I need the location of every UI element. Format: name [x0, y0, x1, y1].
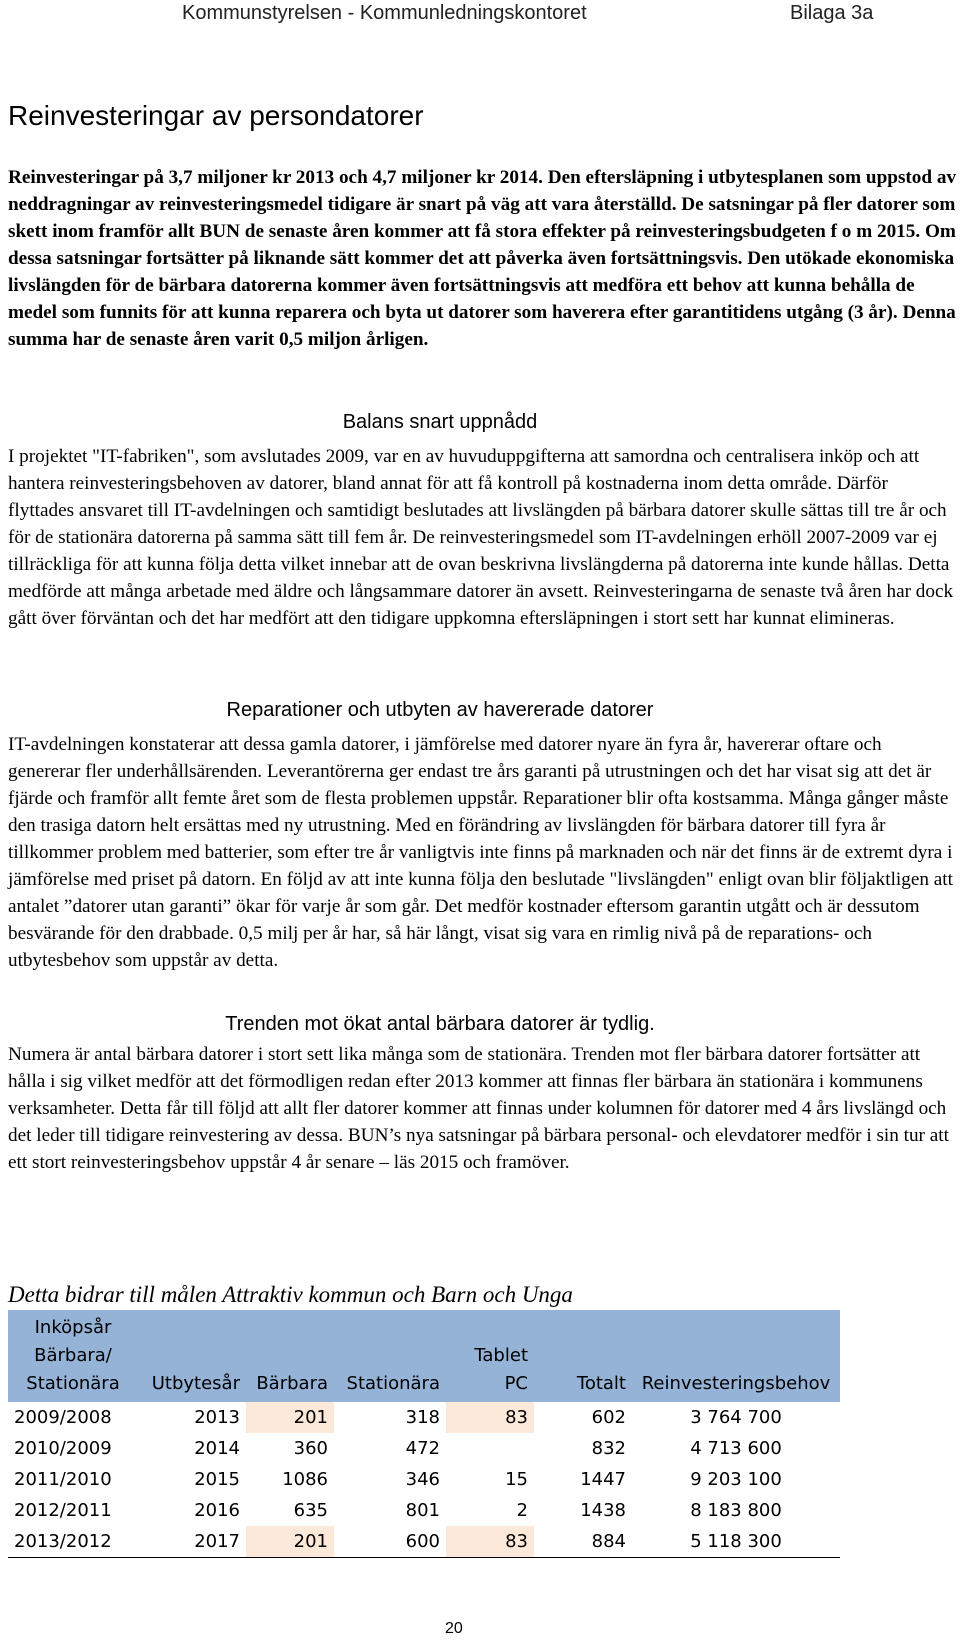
- cell-period: 2012/2011: [14, 1500, 112, 1521]
- header-barbara: Bärbara: [246, 1310, 334, 1402]
- cell-utbytesar: 2013: [194, 1407, 240, 1428]
- header-utbytesar: Utbytesår: [138, 1310, 246, 1402]
- section-heading-balans: Balans snart uppnådd: [342, 411, 538, 433]
- cell-totalt: 1447: [580, 1469, 626, 1490]
- header-inkopsar-line2: Bärbara/: [34, 1345, 112, 1366]
- cell-behov: 3 764 700: [690, 1407, 782, 1428]
- table-row: [8, 1433, 840, 1464]
- cell-behov: 8 183 800: [690, 1500, 782, 1521]
- cell-barbara: 635: [293, 1500, 328, 1521]
- header-tablet-pc: [446, 1310, 534, 1402]
- cell-tablet: 15: [505, 1469, 528, 1490]
- header-reinvesteringsbehov: Reinvesteringsbehov: [632, 1310, 840, 1402]
- cell-totalt: 602: [591, 1407, 626, 1428]
- section-heading-reparationer: Reparationer och utbyten av havererade datorer: [226, 699, 654, 721]
- cell-utbytesar: 2014: [194, 1438, 240, 1459]
- cell-behov: 5 118 300: [632, 1526, 840, 1558]
- table-row: [8, 1402, 840, 1433]
- cell-period: 2013/2012: [8, 1526, 138, 1558]
- header-department: Kommunstyrelsen - Kommunledningskontoret: [182, 2, 587, 24]
- section-heading-trenden: Trenden mot ökat antal bärbara datorer är tydlig.: [225, 1013, 655, 1035]
- table-row: [8, 1526, 840, 1558]
- table-row: [8, 1464, 840, 1495]
- header-tablet-line1: Tablet: [474, 1345, 528, 1366]
- page-header: [0, 0, 960, 30]
- cell-totalt: 884: [534, 1526, 632, 1558]
- reinvestment-table: [8, 1310, 840, 1558]
- cell-stationara: 801: [405, 1500, 440, 1521]
- cell-period: 2010/2009: [14, 1438, 112, 1459]
- section-text-trenden: Numera är antal bärbara datorer i stort sett lika många som de stationära. Trenden mot fler bärbara datorer fortsätter att hålla i sig vilket medför att det förmodligen redan efter 2013 kommer att finnas fler bärbara än stationära i kommunens verksamheter. Detta får till följd att allt fler datorer kommer att finnas under kolumnen för datorer med 4 års livslängd och det leder till tidigare reinvestering av dessa. BUN’s nya satsningar på bärbara personal- och elevdatorer medför i sin tur att ett stort reinvesteringsbehov uppstår 4 år senare – läs 2015 och framöver.: [8, 1044, 949, 1173]
- cell-stationara: 346: [405, 1469, 440, 1490]
- page-title: Reinvesteringar av persondatorer: [8, 100, 424, 131]
- cell-tablet: 2: [516, 1500, 528, 1521]
- header-tablet-line2: PC: [504, 1373, 528, 1394]
- header-stationara: Stationära: [334, 1310, 446, 1402]
- cell-barbara: 1086: [282, 1469, 328, 1490]
- cell-behov: 4 713 600: [690, 1438, 782, 1459]
- cell-barbara: 360: [293, 1438, 328, 1459]
- table-row: [8, 1495, 840, 1526]
- header-totalt: Totalt: [534, 1310, 632, 1402]
- header-inkopsar: [8, 1310, 138, 1402]
- goals-statement: Detta bidrar till målen Attraktiv kommun och Barn och Unga: [8, 1282, 573, 1307]
- cell-tablet: 83: [446, 1526, 534, 1558]
- page-number: 20: [445, 1620, 463, 1637]
- cell-stationara: 318: [405, 1407, 440, 1428]
- cell-stationara: 472: [405, 1438, 440, 1459]
- header-inkopsar-line1: Inköpsår: [34, 1317, 112, 1338]
- cell-totalt: 1438: [580, 1500, 626, 1521]
- cell-barbara: 201: [246, 1402, 334, 1433]
- cell-utbytesar: 2016: [194, 1500, 240, 1521]
- cell-behov: 9 203 100: [690, 1469, 782, 1490]
- section-text-reparationer: IT-avdelningen konstaterar att dessa gamla datorer, i jämförelse med datorer nyare än fyra år, havererar oftare och genererar fler underhållsärenden. Leverantörerna ger endast tre års garanti på utrustningen och det har visat sig att det är fjärde och framför allt femte året som de flesta problemen uppstår. Reparationer blir ofta kostsamma. Många gånger måste den trasiga datorn helt ersättas med ny utrustning. Med en förändring av livslängden för bärbara datorer till fyra år tillkommer problem med batterier, som efter tre år vanligtvis inte finns på marknaden och när det finns är de extremt dyra i jämförelse med priset på datorn. En följd av att inte kunna följa den beslutade "livslängden" enligt ovan blir följaktligen att antalet ”datorer utan garanti” ökar för varje år som går. Det medför kostnader eftersom garantin utgått och är dessutom besvärande för den drabbade. 0,5 milj per år har, så här långt, visat sig vara en rimlig nivå på de reparations- och utbytesbehov som uppstår av detta.: [8, 734, 953, 971]
- cell-period: 2011/2010: [14, 1469, 112, 1490]
- header-inkopsar-line3: Stationära: [26, 1373, 120, 1394]
- cell-utbytesar: 2015: [194, 1469, 240, 1490]
- intro-paragraph: Reinvesteringar på 3,7 miljoner kr 2013 och 4,7 miljoner kr 2014. Den eftersläpning i utbytesplanen som uppstod av neddragningar av reinvesteringsmedel tidigare är snart på väg att vara återställd. De satsningar på fler datorer som skett inom framför allt BUN de senaste åren kommer att få stora effekter på reinvesteringsbudgeten f o m 2015. Om dessa satsningar fortsätter på liknande sätt kommer det att påverka även fortsättningsvis. Den utökade ekonomiska livslängden för de bärbara datorerna kommer även fortsättningsvis att medföra ett behov att kunna behålla de medel som funnits för att kunna reparera och byta ut datorer som haverera efter garantitidens utgång (3 år). Denna summa har de senaste åren varit 0,5 miljon årligen.: [8, 167, 957, 350]
- cell-stationara: 600: [334, 1526, 446, 1558]
- cell-totalt: 832: [591, 1438, 626, 1459]
- cell-barbara: 201: [246, 1526, 334, 1558]
- table-header-row: [8, 1310, 840, 1402]
- cell-period: 2009/2008: [14, 1407, 112, 1428]
- section-text-balans: I projektet "IT-fabriken", som avslutades 2009, var en av huvuduppgifterna att samordna och centralisera inköp och att hantera reinvesteringsbehoven av datorer, bland annat för att få kontroll på kostnaderna inom detta område. Därför flyttades ansvaret till IT-avdelningen och samtidigt beslutades att livslängden på bärbara datorer skulle sättas till tre år och för de stationära datorerna på samma sätt till fem år. De reinvesteringsmedel som IT-avdelningen erhöll 2007-2009 var ej tillräckliga för att kunna följa detta vilket innebar att de ovan beskrivna livslängderna på datorerna inte kunde hållas. Detta medförde att många arbetade med äldre och långsammare datorer än avsett. Reinvesteringarna de senaste två åren har dock gått över förväntan och det har medfört att den tidigare uppkomna eftersläpningen i stort sett har kunnat elimineras.: [8, 446, 954, 629]
- header-attachment-label: Bilaga 3a: [790, 2, 874, 24]
- cell-tablet: [446, 1433, 534, 1464]
- cell-utbytesar: 2017: [138, 1526, 246, 1558]
- cell-tablet: 83: [446, 1402, 534, 1433]
